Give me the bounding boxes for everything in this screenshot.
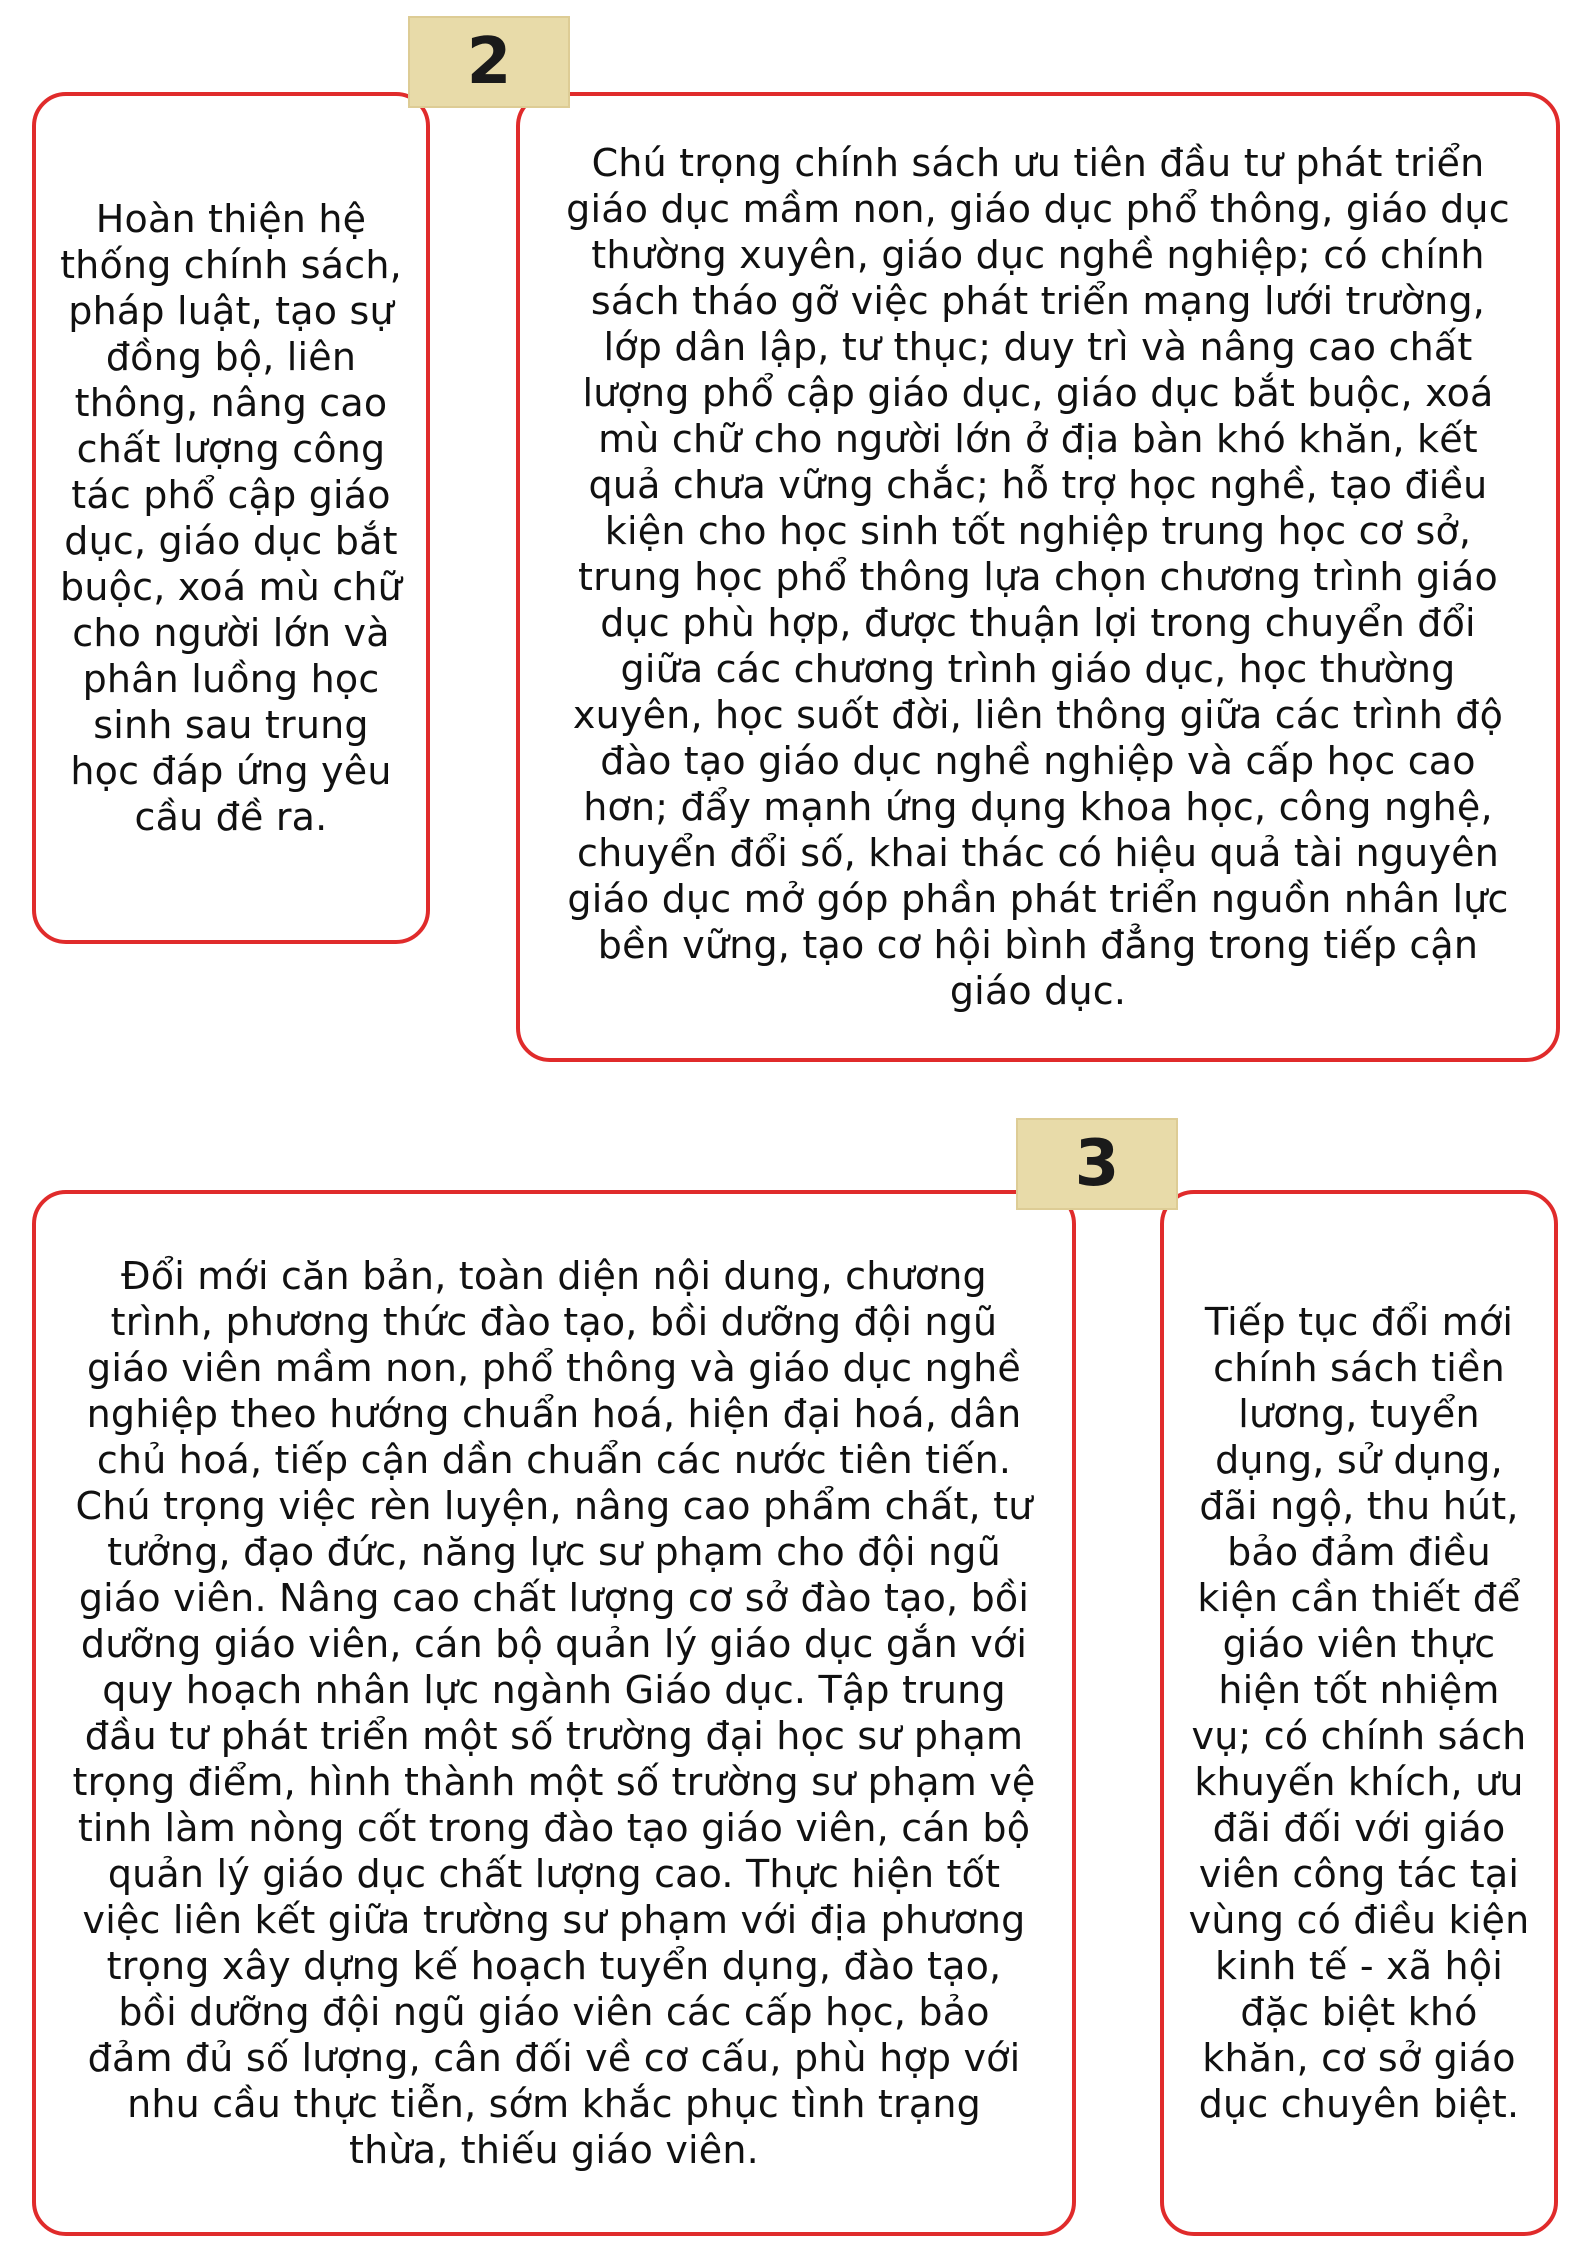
section-2-right-text: Chú trọng chính sách ưu tiên đầu tư phát triển giáo dục mầm non, giáo dục phổ thông, giáo dục thường xuyên, giáo dục nghề nghiệp; có chính sách tháo gỡ việc phát triển mạng lưới trường, lớp dân lập, tư thục; duy trì và nâng cao chất lượng phổ cập giáo dục, giáo dục bắt buộc, xoá mù chữ cho người lớn ở địa bàn khó khăn, kết quả chưa vững chắc; hỗ trợ học nghề, tạo điều kiện cho học sinh tốt nghiệp trung học cơ sở, trung học phổ thông lựa chọn chương trình giáo dục phù hợp, được thuận lợi trong chuyển đổi giữa các chương trình giáo dục, học thường xuyên, học suốt đời, liên thông giữa các trình độ đào tạo giáo dục nghề nghiệp và cấp học cao hơn; đẩy mạnh ứng dụng khoa học, công nghệ, chuyển đổi số, khai thác có hiệu quả tài nguyên giáo dục mở góp phần phát triển nguồn nhân lực bền vững, tạo cơ hội bình đẳng trong tiếp cận giáo dục. (566, 141, 1510, 1013)
section-number-tag-2: 2 (408, 16, 570, 108)
section-3-left-card (32, 1190, 1076, 2236)
section-3-right-card (1160, 1190, 1558, 2236)
section-2-right-card (516, 92, 1560, 1062)
section-2-left-text: Hoàn thiện hệ thống chính sách, pháp luật, tạo sự đồng bộ, liên thông, nâng cao chất lượng công tác phổ cập giáo dục, giáo dục bắt buộc, xoá mù chữ cho người lớn và phân luồng học sinh sau trung học đáp ứng yêu cầu đề ra. (60, 197, 402, 839)
section-3-left-text: Đổi mới căn bản, toàn diện nội dung, chương trình, phương thức đào tạo, bồi dưỡng đội ngũ giáo viên mầm non, phổ thông và giáo dục nghề nghiệp theo hướng chuẩn hoá, hiện đại hoá, dân chủ hoá, tiếp cận dần chuẩn các nước tiên tiến. Chú trọng việc rèn luyện, nâng cao phẩm chất, tư tưởng, đạo đức, năng lực sư phạm cho đội ngũ giáo viên. Nâng cao chất lượng cơ sở đào tạo, bồi dưỡng giáo viên, cán bộ quản lý giáo dục gắn với quy hoạch nhân lực ngành Giáo dục. Tập trung đầu tư phát triển một số trường đại học sư phạm trọng điểm, hình thành một số trường sư phạm vệ tinh làm nòng cốt trong đào tạo giáo viên, cán bộ quản lý giáo dục chất lượng cao. Thực hiện tốt việc liên kết giữa trường sư phạm với địa phương trọng xây dựng kế hoạch tuyển dụng, đào tạo, bồi dưỡng đội ngũ giáo viên các cấp học, bảo đảm đủ số lượng, cân đối về cơ cấu, phù hợp với nhu cầu thực tiễn, sớm khắc phục tình trạng thừa, thiếu giáo viên. (72, 1254, 1036, 2172)
section-number-tag-3: 3 (1016, 1118, 1178, 1210)
section-3-right-text: Tiếp tục đổi mới chính sách tiền lương, tuyển dụng, sử dụng, đãi ngộ, thu hút, bảo đảm điều kiện cần thiết để giáo viên thực hiện tốt nhiệm vụ; có chính sách khuyến khích, ưu đãi đối với giáo viên công tác tại vùng có điều kiện kinh tế - xã hội đặc biệt khó khăn, cơ sở giáo dục chuyên biệt. (1188, 1300, 1530, 2126)
section-2-left-card (32, 92, 430, 944)
